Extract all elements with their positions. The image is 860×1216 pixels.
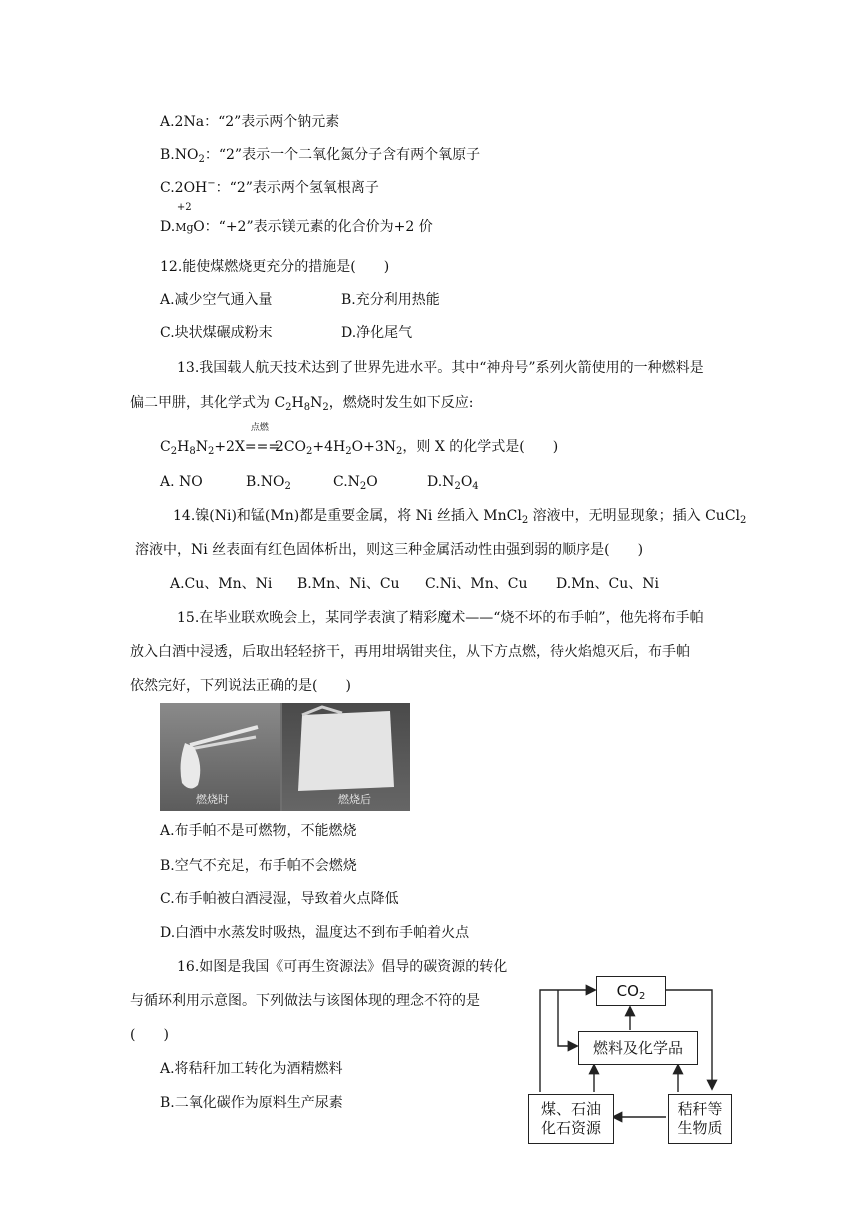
q16-line-2: 与循环利用示意图。下列做法与该图体现的理念不符的是 — [130, 993, 480, 1009]
q15-line-2: 放入白酒中浸透，后取出轻轻挤干，再用坩埚钳夹住，从下方点燃，待火焰熄灭后，布手帕 — [130, 644, 690, 660]
q15-line-1: 15.在毕业联欢晚会上，某同学表演了精彩魔术——“烧不坏的布手帕”，他先将布手帕 — [177, 610, 704, 626]
q14-option-b: B.Mn、Ni、Cu — [297, 576, 400, 592]
biomass-box: 秸秆等 生物质 — [668, 1094, 732, 1144]
q11-option-a: A.2Na：“2”表示两个钠元素 — [160, 114, 340, 130]
q15-option-d: D.白酒中水蒸发时吸热，温度达不到布手帕着火点 — [160, 925, 470, 941]
carbon-cycle-diagram — [528, 974, 738, 1146]
q13-option-b: $B.NO_2$ — [246, 474, 291, 492]
valence-mark: +2 — [176, 202, 192, 213]
q16-option-b: B.二氧化碳作为原料生产尿素 — [160, 1095, 343, 1111]
q14-option-d: D.Mn、Cu、Ni — [556, 576, 659, 592]
q16-line-3: ( ) — [130, 1027, 169, 1043]
q12-stem: 12.能使煤燃烧更充分的措施是( ) — [160, 259, 390, 275]
after-burning-photo — [282, 703, 410, 811]
reaction-condition: 点燃 — [250, 423, 269, 433]
q14-option-a: A.Cu、Mn、Ni — [170, 576, 273, 592]
photo-caption-burning: 燃烧时 — [196, 793, 229, 806]
q13-line-2: 偏二甲肼，其化学式为 $C_2H_8N_2$，燃烧时发生如下反应: — [130, 395, 474, 413]
q14-line-2: 溶液中，Ni 丝表面有红色固体析出，则这三种金属活动性由强到弱的顺序是( ) — [135, 542, 644, 558]
q13-option-a: A. NO — [160, 474, 203, 490]
handkerchief-photo — [160, 703, 410, 811]
photo-caption-after: 燃烧后 — [338, 793, 371, 806]
q15-option-c: C.布手帕被白酒浸湿，导致着火点降低 — [160, 891, 399, 907]
q15-option-a: A.布手帕不是可燃物，不能燃烧 — [160, 823, 357, 839]
q15-line-3: 依然完好，下列说法正确的是( ) — [130, 678, 351, 694]
fuel-chemicals-box: 燃料及化学品 — [578, 1031, 698, 1065]
q14-option-c: C.Ni、Mn、Cu — [425, 576, 528, 592]
q11-option-c: C.2OH−：“2”表示两个氢氧根离子 — [160, 178, 379, 196]
q13-option-d: $D.N_2O_4$ — [427, 474, 479, 492]
q12-option-b: B.充分利用热能 — [341, 292, 440, 308]
q13-option-c: $C.N_2O$ — [333, 474, 378, 492]
q11-option-b: $B.NO_2$：“2”表示一个二氧化氮分子含有两个氧原子 — [160, 147, 481, 165]
q13-equation: $C_2H_8N_2+2X$ 点燃 $===2CO_2+4H_2O+3N_2$，则 X 的化学式是( ) — [160, 423, 559, 457]
q16-line-1: 16.如图是我国《可再生资源法》倡导的碳资源的转化 — [177, 959, 508, 975]
burning-photo — [160, 703, 280, 811]
co2-box: $CO_2$ — [596, 976, 666, 1006]
q12-option-c: C.块状煤碾成粉末 — [160, 325, 273, 341]
q15-option-b: B.空气不充足，布手帕不会燃烧 — [160, 858, 357, 874]
fossil-resources-box: 煤、石油 化石资源 — [528, 1094, 614, 1144]
q14-line-1: 14.镍(Ni)和锰(Mn)都是重要金属，将 Ni 丝插入 MnCl$_2$ 溶液中，无明显现象；插入 CuCl$_2$ — [173, 508, 747, 526]
q11-option-d: D. +2 MgO：“+2”表示镁元素的化合价为+2 价 — [160, 202, 433, 235]
q12-option-a: A.减少空气通入量 — [160, 292, 273, 308]
q12-option-d: D.净化尾气 — [341, 325, 413, 341]
q16-option-a: A.将秸秆加工转化为酒精燃料 — [160, 1061, 343, 1077]
q13-line-1: 13.我国载人航天技术达到了世界先进水平。其中“神舟号”系列火箭使用的一种燃料是 — [177, 360, 704, 376]
